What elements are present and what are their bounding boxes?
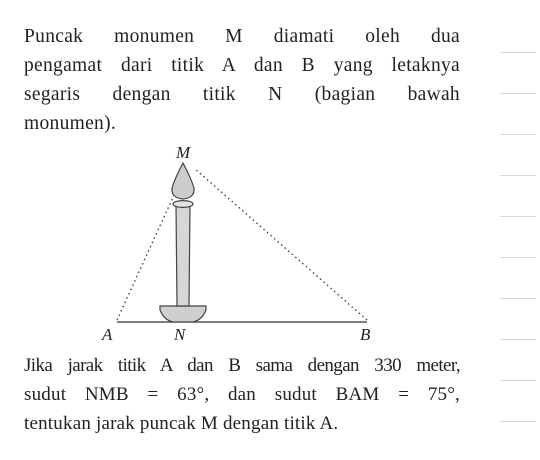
question-paragraph	[24, 351, 460, 438]
margin-line	[500, 93, 536, 94]
margin-line	[500, 134, 536, 135]
margin-line	[500, 216, 536, 217]
monument-flame	[172, 163, 194, 199]
intro-line-4: monumen).	[24, 113, 117, 134]
question-line-3: tentukan jarak puncak M dengan titik A.	[24, 413, 339, 434]
question-line-1: Jika jarak titik A dan B sama dengan 330 meter,	[24, 355, 460, 376]
label-n: N	[174, 325, 186, 343]
notebook-margin-lines	[490, 0, 540, 460]
sight-line-am	[117, 182, 180, 320]
margin-line	[500, 52, 536, 53]
margin-line	[500, 175, 536, 176]
margin-line	[500, 298, 536, 299]
monument-diagram	[90, 138, 390, 343]
margin-line	[500, 421, 536, 422]
intro-line-3: segaris dengan titik N (bagian bawah	[24, 84, 460, 105]
sight-line-bm	[194, 168, 367, 320]
intro-paragraph	[24, 22, 460, 138]
monument-collar	[173, 201, 193, 208]
label-a: A	[102, 325, 113, 343]
intro-line-1: Puncak monumen M diamati oleh dua	[24, 26, 460, 47]
margin-line	[500, 257, 536, 258]
monument-shaft	[176, 206, 190, 306]
margin-line	[500, 339, 536, 340]
question-line-2: sudut NMB = 63°, dan sudut BAM = 75°,	[24, 384, 460, 405]
label-b: B	[360, 325, 371, 343]
monument-base	[160, 306, 206, 322]
label-m: M	[176, 143, 191, 162]
margin-line	[500, 380, 536, 381]
intro-line-2: pengamat dari titik A dan B yang letaknya	[24, 55, 460, 76]
